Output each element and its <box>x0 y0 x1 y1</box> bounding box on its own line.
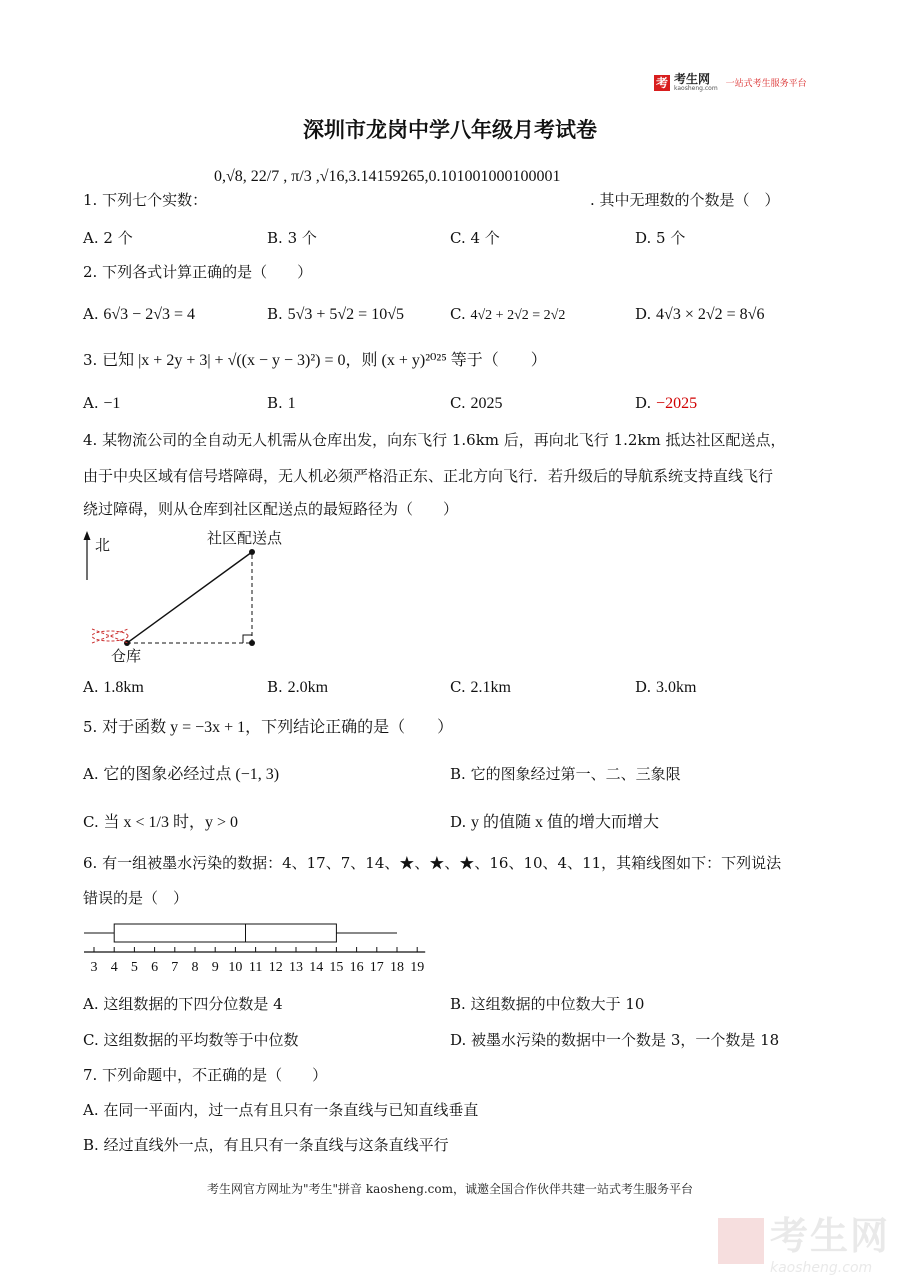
header-logo <box>654 73 807 92</box>
boxplot-tick-label: 8 <box>191 960 199 975</box>
question-4-option-c: C. 2.1km <box>450 678 511 696</box>
question-5-option-b: B. 它的图象经过第一、二、三象限 <box>450 765 681 783</box>
question-7-stem: 7. 下列命题中，不正确的是（ ） <box>83 1066 328 1084</box>
boxplot-tick-label: 16 <box>349 960 364 975</box>
question-1-option-b: B. 3 个 <box>267 229 317 247</box>
question-5-option-d: D. y 的值随 x 值的增大而增大 <box>450 813 660 831</box>
north-arrow-head <box>84 531 91 540</box>
question-6-option-a: A. 这组数据的下四分位数是 4 <box>83 995 283 1013</box>
question-3-option-c: C. 2025 <box>450 394 503 412</box>
watermark-domain: kaosheng.com <box>770 1260 873 1276</box>
question-2-stem: 2. 下列各式计算正确的是（ ） <box>83 263 313 281</box>
question-5-stem: 5. 对于函数 y = −3x + 1，下列结论正确的是（ ） <box>83 718 454 736</box>
question-number: 1. <box>83 191 98 209</box>
boxplot-tick-label: 14 <box>309 960 324 975</box>
question-1-stem <box>83 190 207 210</box>
logo-name: 考生网 <box>674 72 711 86</box>
corner-point <box>249 640 255 646</box>
question-2-option-c: C. 4√2 + 2√2 = 2√2 <box>450 305 566 323</box>
question-7-option-a: A. 在同一平面内，过一点有且只有一条直线与已知直线垂直 <box>83 1101 479 1119</box>
question-4-line-2: 由于中央区域有信号塔障碍，无人机必须严格沿正东、正北方向飞行．若升级后的导航系统支持直线飞行 <box>83 467 774 485</box>
boxplot-tick-label: 13 <box>289 960 303 975</box>
watermark-logo-icon <box>718 1218 764 1264</box>
question-1-option-a: A. 2 个 <box>83 229 133 247</box>
north-label: 北 <box>95 536 111 554</box>
boxplot-tick-label: 17 <box>369 960 384 975</box>
boxplot-box <box>114 924 336 942</box>
boxplot-tick-label: 10 <box>228 960 243 975</box>
page-title: 深圳市龙岗中学八年级月考试卷 <box>303 118 597 142</box>
watermark <box>718 1205 890 1276</box>
boxplot-tick-label: 12 <box>268 960 283 975</box>
question-4-option-d: D. 3.0km <box>635 678 697 696</box>
question-2-option-b: B. 5√3 + 5√2 = 10√5 <box>267 305 404 323</box>
drone-icon <box>92 629 128 643</box>
question-2-option-a: A. 6√3 − 2√3 = 4 <box>83 305 195 323</box>
question-4-line-3: 绕过障碍，则从仓库到社区配送点的最短路径为（ ） <box>83 500 459 518</box>
boxplot-tick-label: 9 <box>211 960 219 975</box>
question-6-option-d: D. 被墨水污染的数据中一个数是 3，一个数是 18 <box>450 1031 780 1049</box>
question-5-option-c: C. 当 x < 1/3 时，y > 0 <box>83 813 238 831</box>
question-5-option-a: A. 它的图象必经过点 (−1, 3) <box>83 765 280 783</box>
boxplot-tick-label: 11 <box>248 960 263 975</box>
boxplot-tick-label: 6 <box>151 960 159 975</box>
boxplot-tick-label: 19 <box>410 960 425 975</box>
boxplot-tick-label: 4 <box>110 960 118 975</box>
question-6-boxplot <box>84 915 434 977</box>
question-1-numbers: 0,√8, 22/7 , π/3 ,√16,3.14159265,0.101001000100001 <box>214 168 561 185</box>
logo-text <box>674 73 718 92</box>
boxplot-tick-label: 5 <box>130 960 138 975</box>
question-1-option-c: C. 4 个 <box>450 229 500 247</box>
question-1-tail: . 其中无理数的个数是（ ） <box>590 191 780 209</box>
question-4-option-a: A. 1.8km <box>83 678 144 696</box>
question-4-option-b: B. 2.0km <box>267 678 329 696</box>
boxplot-tick-label: 3 <box>90 960 98 975</box>
destination-label: 社区配送点 <box>207 529 283 547</box>
question-2-option-d: D. 4√3 × 2√2 = 8√6 <box>635 305 765 323</box>
question-6-option-b: B. 这组数据的中位数大于 10 <box>450 995 645 1013</box>
footer-text: 考生网官方网址为"考生"拼音 kaosheng.com，诚邀全国合作伙伴共建一站式考生服务平台 <box>206 1182 694 1196</box>
destination-point <box>249 549 255 555</box>
logo-icon: 考 <box>655 75 668 90</box>
question-1-option-d: D. 5 个 <box>635 229 686 247</box>
boxplot-tick-label: 7 <box>171 960 179 975</box>
logo-domain: kaosheng.com <box>674 85 718 92</box>
boxplot-tick-label: 15 <box>329 960 344 975</box>
logo-slogan: 一站式考生服务平台 <box>725 79 807 89</box>
question-6-line-1: 6. 有一组被墨水污染的数据：4、17、7、14、★、★、★、16、10、4、11，其箱线图如下：下列说法 <box>83 854 782 872</box>
question-7-option-b: B. 经过直线外一点，有且只有一条直线与这条直线平行 <box>83 1136 449 1154</box>
boxplot-tick-label: 18 <box>390 960 404 975</box>
question-3-option-d: D. −2025 <box>635 394 698 412</box>
origin-label: 仓库 <box>111 647 142 665</box>
question-3-option-b: B. 1 <box>267 394 296 412</box>
watermark-name: 考生网 <box>770 1214 891 1258</box>
question-4-line-1: 4. 某物流公司的全自动无人机需从仓库出发，向东飞行 1.6km 后，再向北飞行 1.2km 抵达社区配送点， <box>83 431 786 449</box>
question-6-line-2: 错误的是（ ） <box>83 889 189 907</box>
question-3-stem: 3. 已知 |x + 2y + 3| + √((x − y − 3)²) = 0，则 (x + y)²⁰²⁵ 等于（ ） <box>83 351 547 369</box>
question-text: 下列七个实数： <box>102 191 208 209</box>
question-3-option-a: A. −1 <box>83 394 121 412</box>
question-6-option-c: C. 这组数据的平均数等于中位数 <box>83 1031 299 1049</box>
route-direct <box>127 552 252 643</box>
